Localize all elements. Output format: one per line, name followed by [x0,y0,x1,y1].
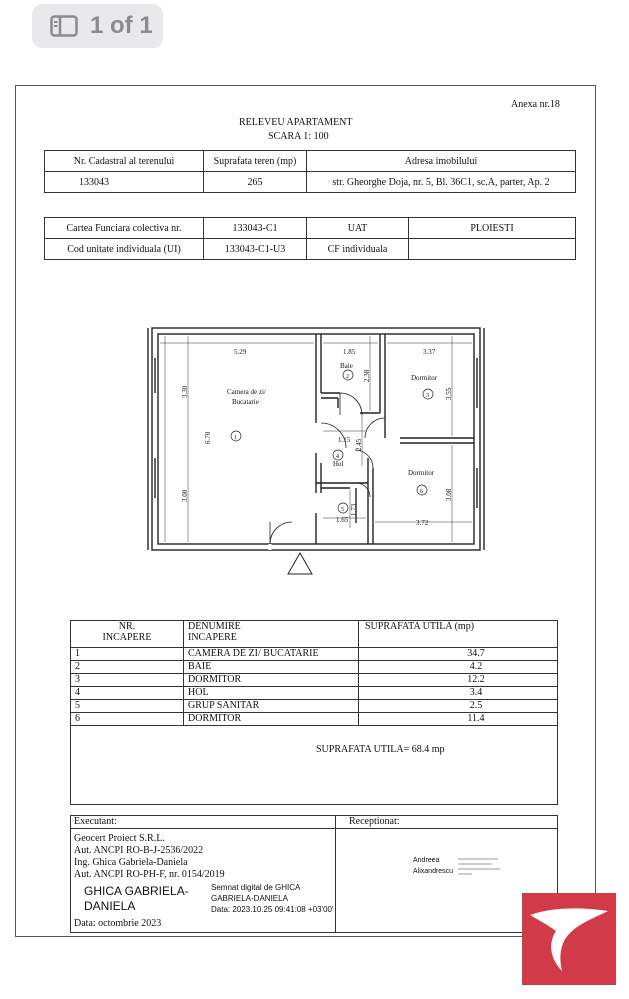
room-number: 3 [426,393,429,399]
dimension-label: 3.55 [445,387,453,400]
room-label: Baie [340,362,353,370]
footer-divider [335,815,336,933]
page-indicator-text: 1 of 1 [90,12,153,39]
engineer-name: Ing. Ghica Gabriela-Daniela [74,857,188,868]
table-row [71,648,558,661]
receiver-signature-name: Andreea [413,857,440,864]
cadastral-value: 133043 [45,172,204,193]
executant-label: Executant: [74,816,117,827]
dimension-label: 1.65 [336,516,349,524]
rooms-header-area: SUPRAFATA UTILA (mp) [359,621,558,648]
room-nr: 3 [71,674,184,687]
registry-cell [409,239,576,260]
cadastral-value: str. Gheorghe Doja, nr. 5, Bl. 36C1, sc.A, parter, Ap. 2 [307,172,576,193]
cadastral-header: Adresa imobilului [307,151,576,172]
dimension-label: 2.38 [363,369,371,382]
page-indicator-badge[interactable] [32,4,163,48]
cadastral-header: Nr. Cadastral al terenului [45,151,204,172]
rooms-header-nr-line: INCAPERE [102,632,152,643]
receiver-digital-signature-icon [458,856,503,878]
dimension-label: 3.30 [181,385,189,398]
room-name: CAMERA DE ZI/ BUCATARIE [184,648,359,661]
digital-signature-line: Semnat digital de GHICA [211,883,301,892]
cadastral-value: 265 [204,172,307,193]
cadastral-header: Suprafata teren (mp) [204,151,307,172]
room-nr: 1 [71,648,184,661]
registry-cell: Cod unitate individuala (UI) [45,239,204,260]
room-name: DORMITOR [184,674,359,687]
room-nr: 6 [71,713,184,726]
footer-divider [70,828,558,829]
ancpi-authorization: Aut. ANCPI RO-B-J-2536/2022 [74,845,204,856]
dimension-label: 3.08 [445,488,453,501]
room-area: 11.4 [359,713,558,726]
room-nr: 4 [71,687,184,700]
floor-plan [140,318,490,583]
room-area: 4.2 [359,661,558,674]
table-row [71,713,558,726]
dimension-label: 1.15 [338,436,351,444]
room-number: 5 [341,507,344,513]
room-number: 4 [336,454,339,460]
document-date: Data: octombrie 2023 [74,918,162,929]
room-label: Camera de zi/ [227,388,266,396]
total-area-cell [71,726,558,805]
dimension-label: 3.00 [181,489,189,502]
room-area: 12.2 [359,674,558,687]
signature-name: GHICA GABRIELA- [84,884,189,898]
rooms-header-name [184,621,359,648]
room-label: Dormitor [411,374,438,382]
rooms-table [70,620,558,805]
footer-divider [70,815,558,816]
land-registry-table [44,217,576,260]
total-area: SUPRAFATA UTILA= 68.4 mp [316,744,445,755]
rooms-header-name-line: INCAPERE [188,632,237,643]
digital-signature-line: Data: 2023.10.25 09:41:08 +03'00' [211,905,334,914]
dimension-label: 2.45 [355,438,363,451]
room-label: Bucatarie [232,398,259,406]
room-name: BAIE [184,661,359,674]
company-name: Geocert Proiect S.R.L. [74,833,165,844]
table-row [71,687,558,700]
registry-cell: Cartea Funciara colectiva nr. [45,218,204,239]
registry-cell: 133043-C1 [204,218,307,239]
room-name: HOL [184,687,359,700]
room-number: 6 [420,489,423,495]
registry-cell: UAT [307,218,409,239]
pages-icon [50,15,78,37]
dimension-label: 3.72 [416,519,429,527]
room-name: GRUP SANITAR [184,700,359,713]
bird-logo-icon [522,893,616,985]
table-row [71,674,558,687]
signature-name: DANIELA [84,899,136,913]
receptionat-label: Receptionat: [349,816,400,827]
dimension-label: 1.73 [350,503,358,516]
dimension-label: 5.29 [234,348,247,356]
rooms-header-nr [71,621,184,648]
room-area: 2.5 [359,700,558,713]
room-name: DORMITOR [184,713,359,726]
table-row [71,661,558,674]
rooms-header-name-line: DENUMIRE [188,621,241,632]
document-title: RELEVEU APARTAMENT [239,117,353,128]
registry-cell: PLOIESTI [409,218,576,239]
table-row [71,700,558,713]
room-label: Hol [333,460,344,468]
cadastral-table [44,150,576,193]
digital-signature-line: GABRIELA-DANIELA [211,894,288,903]
room-area: 34.7 [359,648,558,661]
receiver-signature-name: Alixandrescu [413,868,454,875]
room-nr: 2 [71,661,184,674]
rooms-header-nr-line: NR. [118,621,136,632]
ancpi-authorization: Aut. ANCPI RO-PH-F, nr. 0154/2019 [74,869,225,880]
dimension-label: 3.37 [423,348,436,356]
room-area: 3.4 [359,687,558,700]
room-number: 1 [234,435,237,441]
room-nr: 5 [71,700,184,713]
registry-cell: 133043-C1-U3 [204,239,307,260]
dimension-label: 1.85 [343,348,356,356]
room-number: 2 [346,374,349,380]
brand-logo [522,893,616,985]
dimension-label: 6.70 [204,431,212,444]
annex-label: Anexa nr.18 [511,99,560,110]
room-label: Dormitor [408,469,435,477]
document-scale: SCARA 1: 100 [268,131,329,142]
registry-cell: CF individuala [307,239,409,260]
